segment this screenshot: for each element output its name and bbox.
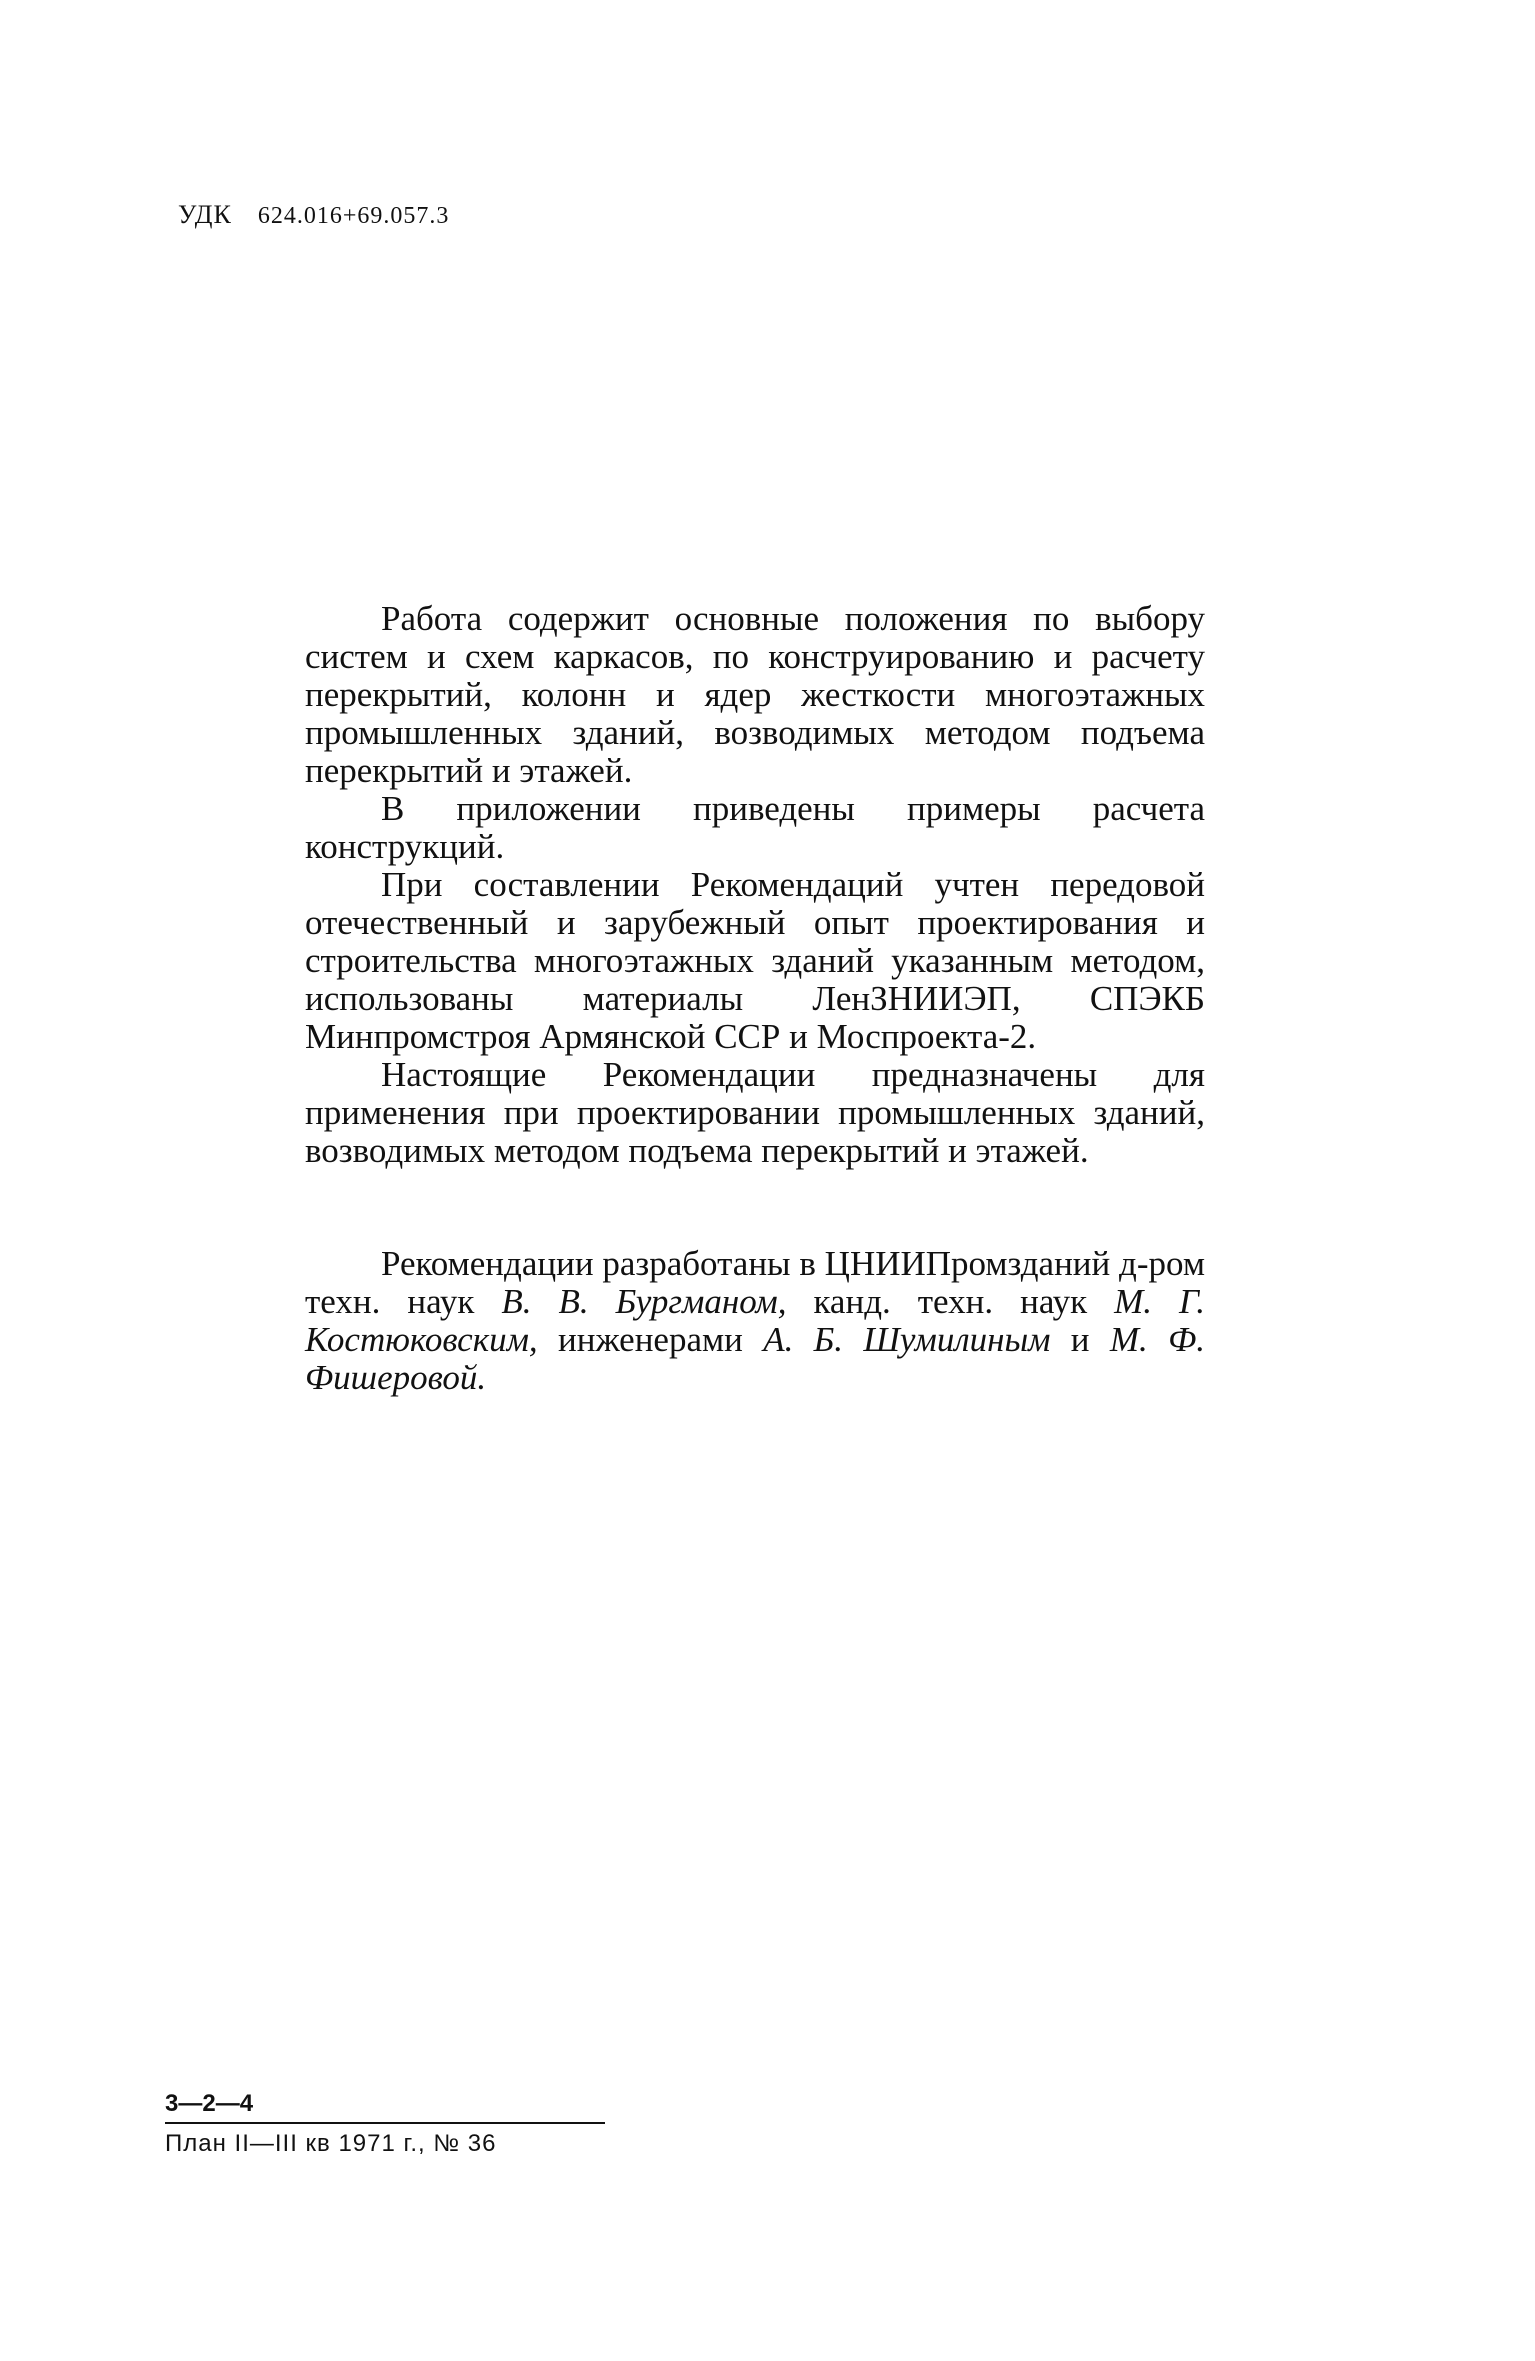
udc-code: 624.016+69.057.3 bbox=[257, 203, 450, 229]
udc-label: УДК bbox=[178, 200, 232, 229]
author-name-4: М. Ф. Фишеровой. bbox=[305, 1320, 1205, 1397]
author-name-2: М. Г. Костюковским, bbox=[305, 1282, 1206, 1359]
authors-intro: Рекомендации разработаны в ЦНИИПромзданий д-ром техн. наук bbox=[305, 1244, 1205, 1321]
authors-mid-2: инженерами bbox=[537, 1320, 764, 1359]
authors-paragraph bbox=[305, 1245, 1205, 1397]
udc-line bbox=[178, 200, 449, 230]
authors-block bbox=[305, 1245, 1205, 1397]
imprint-block bbox=[165, 2090, 605, 2158]
imprint-number: 3—2—4 bbox=[165, 2090, 605, 2124]
abstract-paragraph-3: При составлении Рекомендаций учтен передовой отечественный и зарубежный опыт проектирования и строительства многоэтажных зданий указанным методом, использованы материалы ЛенЗНИИЭП, СПЭКБ Минпромстроя Армянской ССР и Моспроекта-2. bbox=[305, 865, 1205, 1056]
authors-mid-3: и bbox=[1050, 1320, 1110, 1359]
abstract-paragraph-4: Настоящие Рекомендации предназначены для применения при проектировании промышленных зданий, возводимых методом подъема перекрытий и этажей. bbox=[305, 1055, 1205, 1170]
abstract-paragraph-2: В приложении приведены примеры расчета конструкций. bbox=[305, 789, 1205, 866]
abstract-paragraph-1: Работа содержит основные положения по выбору систем и схем каркасов, по конструированию и расчету перекрытий, колонн и ядер жесткости многоэтажных промышленных зданий, возводимых методом подъема перекрытий и этажей. bbox=[305, 599, 1205, 790]
author-name-3: А. Б. Шумилиным bbox=[763, 1320, 1051, 1359]
author-name-1: В. В. Бургманом, bbox=[501, 1282, 787, 1321]
imprint-plan: План II—III кв 1971 г., № 36 bbox=[165, 2130, 497, 2157]
authors-mid-1: канд. техн. наук bbox=[786, 1282, 1115, 1321]
abstract-block bbox=[305, 600, 1205, 1170]
